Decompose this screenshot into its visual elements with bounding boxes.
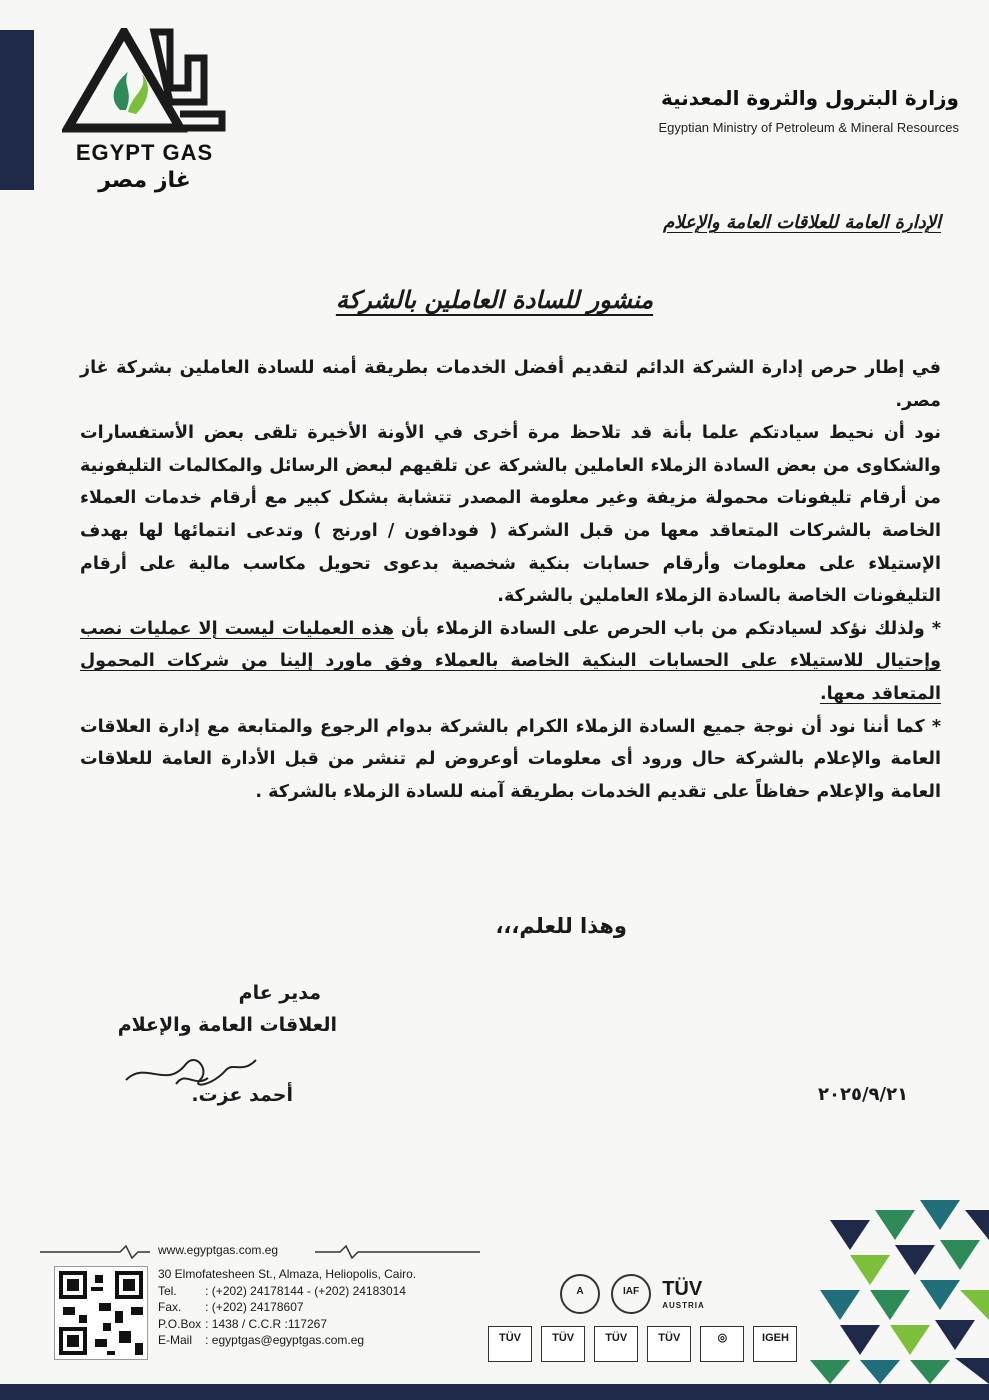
body-paragraph-4: * كما أننا نود أن نوجة جميع السادة الزملاء الكرام بالشركة بدوام الرجوع والمتابعة مع إدارة العلاقات العامة والإعلام بالشركة حال ورود أى معلومات أوعروض لم تنشر من قبل الأدارة العامة للعلاقات العامة والإعلام حفاظاً على تقديم الخدمات بطريقة آمنه للسادة الزملاء بالشركة . — [80, 716, 941, 802]
signatory-name: أحمد عزت. — [191, 1084, 293, 1106]
email-value[interactable]: : egyptgas@egyptgas.com.eg — [205, 1333, 365, 1347]
certification-logos-bottom — [488, 1326, 801, 1362]
tuv-austria-text: AUSTRIA — [662, 1301, 705, 1310]
igeh-cert-badge: IGEH — [753, 1326, 797, 1362]
memo-date: ٢٠٢٥/٩/٢١ — [818, 1084, 909, 1105]
qr-code-icon — [54, 1266, 148, 1360]
pobox-value: : 1438 / C.C.R :117267 — [205, 1316, 327, 1331]
bottom-edge-bar — [0, 1384, 989, 1400]
department-heading: الإدارة العامة للعلاقات العامة والإعلام — [663, 212, 941, 233]
iaf-logo: IAF — [611, 1274, 651, 1314]
ministry-arabic-name: وزارة البترول والثروة المعدنية — [661, 86, 959, 110]
fax-label: Fax. — [158, 1300, 182, 1314]
footer-website[interactable]: www.egyptgas.com.eg — [158, 1243, 279, 1257]
tel-value: : (+202) 24178144 - (+202) 24183014 — [205, 1283, 406, 1298]
egypt-gas-logo — [62, 28, 232, 198]
ministry-english-name: Egyptian Ministry of Petroleum & Mineral Resources — [658, 120, 959, 135]
memo-subject — [0, 286, 989, 314]
body-paragraph-1: في إطار حرص إدارة الشركة الدائم لتقديم أفضل الخدمات بطريقة أمنه للسادة العاملين بشركة غاز مصر. — [80, 358, 941, 411]
seal-icon: A — [560, 1274, 600, 1314]
memo-subject-text: منشور للسادة العاملين بالشركة — [335, 286, 654, 314]
memo-body — [80, 352, 941, 808]
footer-contact-table — [158, 1283, 410, 1349]
body-paragraph-3 — [80, 613, 941, 711]
logo-mark-icon — [62, 28, 232, 143]
closing-line: وهذا للعلم،،، — [495, 914, 627, 938]
decorative-triangles-icon — [800, 1200, 989, 1400]
globe-cert-icon: ◎ — [700, 1326, 744, 1362]
contact-row-email — [158, 1332, 410, 1349]
fax-value: : (+202) 24178607 — [205, 1300, 304, 1314]
body-paragraph-3-underlined: هذه العمليات ليست إلا عمليات نصب وإحتيال للاستيلاء على الحسابات البنكية الخاصة بالعملاء وفق ماورد إلينا من شركات المحمول المتعاقد معها. — [80, 618, 941, 704]
signatory-title: مدير عام — [238, 982, 321, 1004]
footer-address: 30 Elmofatesheen St., Almaza, Heliopolis, Cairo. — [158, 1267, 417, 1281]
contact-row-pobox — [158, 1316, 410, 1333]
contact-row-fax — [158, 1299, 410, 1316]
logo-english-text: EGYPT GAS — [75, 140, 214, 165]
contact-row-tel — [158, 1283, 410, 1300]
pobox-label: P.O.Box — [158, 1316, 202, 1331]
tuv-cert-badge: TÜV — [541, 1326, 585, 1362]
tuv-logo-text: TÜV — [662, 1278, 703, 1300]
tuv-cert-badge: TÜV — [488, 1326, 532, 1362]
body-paragraph-2: نود أن نحيط سيادتكم علما بأنة قد تلاحظ مرة أخرى في الأونة الأخيرة تلقى بعض الأستفسارات والشكاوى من بعض السادة الزملاء العاملين بالشركة عن تلقيهم لبعض الرسائل والمكالمات التليفونية من أرقام تليفونات محمولة مزيفة وغير معلومة المصدر تتشابة بشكل كبير مع أرقام خدمات العملاء الخاصة بالشركات المتعاقد معها من قبل الشركة ( فودافون / اورنج ) وتدعى انتمائها لها بهدف الإستيلاء على معلومات وأرقام حسابات بنكية شخصية بدعوى تحويل مكاسب مالية على أرقام التليفونات الخاصة بالسادة الزملاء العاملين بالشركة. — [80, 423, 941, 607]
body-paragraph-3-lead: * ولذلك نؤكد لسيادتكم من باب الحرص على السادة الزملاء بأن — [393, 618, 941, 639]
email-label: E-Mail — [158, 1333, 193, 1347]
tuv-austria-logo — [662, 1278, 705, 1310]
tuv-cert-badge: TÜV — [647, 1326, 691, 1362]
tuv-cert-badge: TÜV — [594, 1326, 638, 1362]
left-edge-bar — [0, 30, 34, 190]
footer-contact-block — [158, 1266, 416, 1349]
tel-label: Tel. — [158, 1283, 177, 1298]
signatory-department: العلاقات العامة والإعلام — [117, 1014, 337, 1036]
certification-logos-top — [560, 1274, 705, 1314]
logo-arabic-text: غاز مصر — [98, 168, 191, 193]
